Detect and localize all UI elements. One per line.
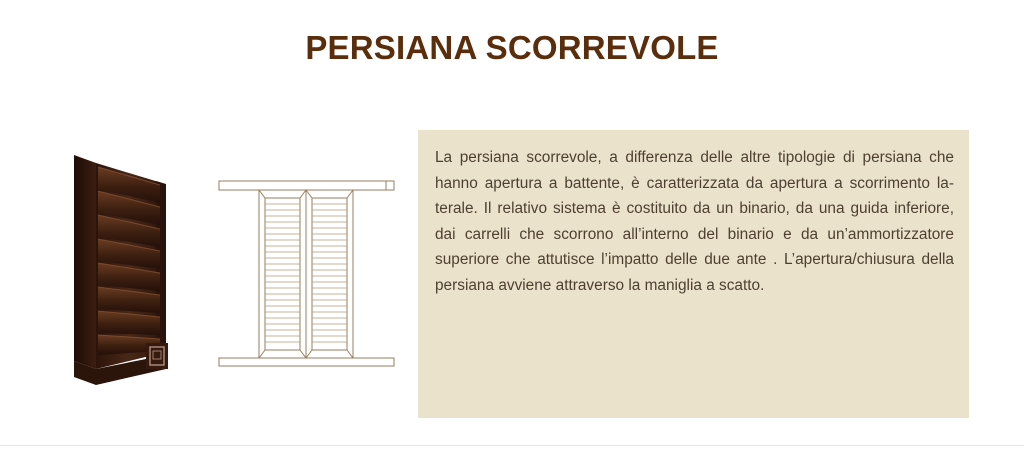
shutter-profile-image: [52, 133, 197, 395]
description-text: La persiana scorrevole, a differenza delle altre tipologie di persiana che hanno apertura a battente, è caratterizzata da apertura a scorrimento la-terale. Il relativo sistema è costituito da un binario, da una guida inferiore, dai carrelli che scorrono all’interno del binario e da un’ammortizzatore superiore che attutisce l’impatto delle due ante . L’apertura/chiusura della persiana avviene attraverso la maniglia a scatto.: [435, 149, 954, 294]
bottom-divider: [0, 445, 1024, 446]
description-panel: [418, 130, 969, 418]
page-title: PERSIANA SCORREVOLE: [305, 29, 719, 66]
sliding-shutter-diagram: [214, 176, 398, 372]
